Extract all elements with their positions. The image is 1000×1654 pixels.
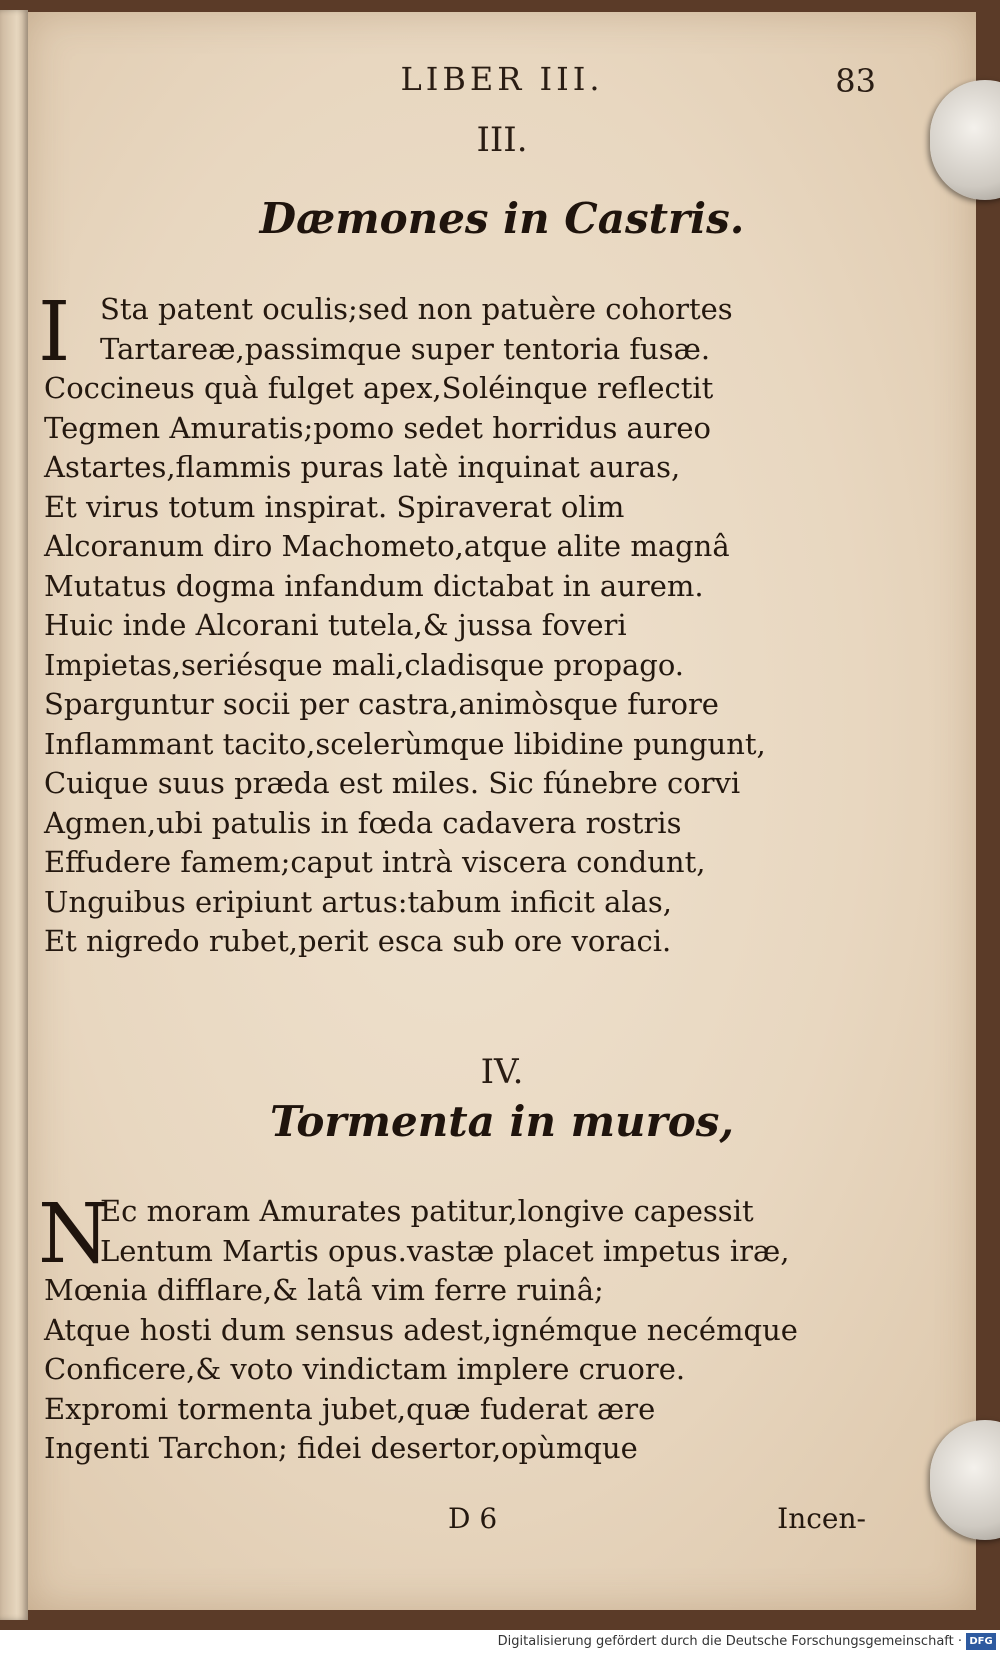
verse-line: Mœnia difflare,& latâ vim ferre ruinâ; — [44, 1273, 604, 1307]
verse-line: Lentum Martis opus.vastæ placet impetus iræ, — [100, 1233, 790, 1268]
verse-line: Cuique suus præda est miles. Sic fúnebre corvi — [44, 766, 741, 800]
facing-page-edge — [0, 10, 28, 1620]
dfg-logo-icon: DFG — [966, 1633, 996, 1650]
verse-line: Astartes,flammis puras latè inquinat auras, — [44, 450, 681, 484]
funding-credit: Digitalisierung gefördert durch die Deutsche Forschungsgemeinschaft · — [497, 1634, 962, 1649]
verse-line: Sta patent oculis;sed non patuère cohortes — [100, 292, 733, 326]
verse-line: Sparguntur socii per castra,animòsque furore — [44, 687, 719, 721]
verse-line: Inflammant tacito,scelerùmque libidine pungunt, — [44, 726, 766, 761]
catchword: Incen- — [777, 1502, 866, 1535]
drop-cap: N — [38, 1187, 110, 1282]
verse-line: Ingenti Tarchon; fidei desertor,opùmque — [44, 1431, 638, 1465]
poem-section-4 — [38, 1187, 918, 1469]
verse-line: Ec moram Amurates patitur,longive capessit — [100, 1194, 754, 1228]
verse-line: Unguibus eripiunt artus:tabum inficit alas, — [44, 884, 673, 919]
section-number-3: III. — [476, 120, 528, 160]
verse-line: Agmen,ubi patulis in fœda cadavera rostris — [44, 805, 682, 840]
verse-line: Conficere,& voto vindictam implere cruore. — [44, 1352, 686, 1386]
section-title-4: Tormenta in muros, — [269, 1097, 734, 1146]
verse-line: Tartareæ,passimque super tentoria fusæ. — [100, 331, 711, 366]
poem-section-3 — [38, 285, 918, 962]
verse-line: Expromi tormenta jubet,quæ fuderat ære — [44, 1391, 656, 1426]
section-title-3: Dæmones in Castris. — [259, 194, 745, 243]
section-number-4: IV. — [480, 1052, 524, 1092]
running-head: LIBER III. — [400, 60, 604, 98]
verse-line: Et nigredo rubet,perit esca sub ore voraci. — [44, 924, 672, 958]
book-page — [28, 12, 976, 1610]
verse-line: Alcoranum diro Machometo,atque alite magnâ — [44, 529, 730, 563]
digitization-footer — [0, 1630, 1000, 1654]
drop-cap: I — [38, 285, 71, 380]
verse-line: Tegmen Amuratis;pomo sedet horridus aureo — [44, 410, 711, 445]
verse-line: Huic inde Alcorani tutela,& jussa foveri — [44, 608, 627, 642]
verse-line: Effudere famem;caput intrà viscera condunt, — [44, 845, 706, 879]
verse-line: Impietas,seriésque mali,cladisque propago. — [44, 647, 685, 682]
verse-line: Et virus totum inspirat. Spiraverat olim — [44, 489, 625, 524]
verse-line: Atque hosti dum sensus adest,ignémque necémque — [44, 1312, 798, 1347]
verse-line: Coccineus quà fulget apex,Soléinque reflectit — [44, 371, 714, 405]
verse-line: Mutatus dogma infandum dictabat in aurem. — [44, 568, 704, 603]
page-number: 83 — [835, 62, 876, 100]
signature-mark: D 6 — [448, 1502, 498, 1535]
